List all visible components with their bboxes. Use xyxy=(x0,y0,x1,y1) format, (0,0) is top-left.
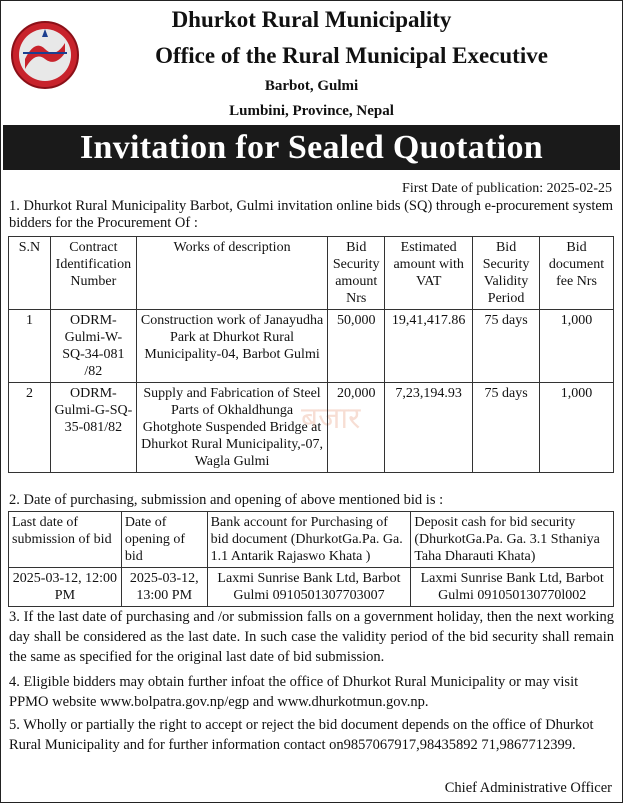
office-title: Office of the Rural Municipal Executive xyxy=(155,43,548,68)
table-cell: 20,000 xyxy=(328,383,385,473)
header-cell: S.N xyxy=(9,237,51,310)
paragraph-2: 2. Date of purchasing, submission and opening of above mentioned bid is : xyxy=(9,492,444,508)
table-row xyxy=(9,568,614,607)
address-line: Barbot, Gulmi xyxy=(264,78,359,94)
publication-date: First Date of publication: 2025-02-25 xyxy=(402,181,612,196)
table-cell: Laxmi Sunrise Bank Ltd, Barbot Gulmi 0910501307703007 xyxy=(207,568,411,607)
table-cell: 7,23,194.93 xyxy=(385,383,473,473)
dates-table xyxy=(8,511,614,607)
header-cell: Estimated amount with VAT xyxy=(385,237,473,310)
header-cell: Works of description xyxy=(136,237,327,310)
table-cell: 1,000 xyxy=(540,310,614,383)
table-cell: ODRM-Gulmi-W-SQ-34-081 /82 xyxy=(50,310,136,383)
paragraph-1: 1. Dhurkot Rural Municipality Barbot, Gulmi invitation online bids (SQ) through e-procurement system bidders for the Procurement Of : xyxy=(9,198,614,231)
table-header-row xyxy=(9,512,614,568)
notice-banner: Invitation for Sealed Quotation xyxy=(3,125,620,170)
procurement-table xyxy=(8,236,614,473)
table-cell: 2 xyxy=(9,383,51,473)
header-cell: Bid Security amount Nrs xyxy=(328,237,385,310)
header-cell: Last date of submission of bid xyxy=(9,512,122,568)
municipality-title: Dhurkot Rural Municipality xyxy=(171,7,452,32)
header-cell: Contract Identification Number xyxy=(50,237,136,310)
header-cell: Date of opening of bid xyxy=(121,512,207,568)
header-cell: Deposit cash for bid security (DhurkotGa.Pa. Ga. 3.1 Sthaniya Taha Dharauti Khata) xyxy=(411,512,614,568)
table-cell: 2025-03-12, 13:00 PM xyxy=(121,568,207,607)
table-cell: 50,000 xyxy=(328,310,385,383)
watermark: बजार xyxy=(301,401,361,436)
table-cell: 75 days xyxy=(473,383,540,473)
table-row xyxy=(9,383,614,473)
header-cell: Bid document fee Nrs xyxy=(540,237,614,310)
province-line: Lumbini, Province, Nepal xyxy=(229,103,394,119)
table-cell: 19,41,417.86 xyxy=(385,310,473,383)
table-cell: Construction work of Janayudha Park at Dhurkot Rural Municipality-04, Barbot Gulmi xyxy=(136,310,327,383)
paragraph-3: 3. If the last date of purchasing and /or submission falls on a government holiday, then the next working day shall be considered as the last date. In such case the validity period of the bid security shall remain the same as specified for the original last date of bid submission. xyxy=(9,609,614,665)
table-cell: 2025-03-12, 12:00 PM xyxy=(9,568,122,607)
signature: Chief Administrative Officer xyxy=(444,780,612,796)
paragraph-4: 4. Eligible bidders may obtain further infoat the office of Dhurkot Rural Municipality or may visit PPMO website www.bolpatra.gov.np/egp and www.dhurkotmun.gov.np. xyxy=(9,674,579,710)
table-cell: 1 xyxy=(9,310,51,383)
table-cell: ODRM-Gulmi-G-SQ-35-081/82 xyxy=(50,383,136,473)
header xyxy=(1,1,622,123)
table-cell: Supply and Fabrication of Steel Parts of Okhaldhunga Ghotghote Suspended Bridge at Dhurkot Rural Municipality,-07, Wagla Gulmi xyxy=(136,383,327,473)
table-cell: 1,000 xyxy=(540,383,614,473)
table-cell: 75 days xyxy=(473,310,540,383)
table-cell: Laxmi Sunrise Bank Ltd, Barbot Gulmi 091050130770l002 xyxy=(411,568,614,607)
header-cell: Bank account for Purchasing of bid document (DhurkotGa.Pa. Ga. 1.1 Antarik Rajaswo Khata ) xyxy=(207,512,411,568)
paragraph-5: 5. Wholly or partially the right to accept or reject the bid document depends on the office of Dhurkot Rural Municipality and for further information contact on9857067917,98435892 71,9867712399. xyxy=(9,717,594,753)
table-row xyxy=(9,310,614,383)
header-cell: Bid Security Validity Period xyxy=(473,237,540,310)
table-header-row xyxy=(9,237,614,310)
